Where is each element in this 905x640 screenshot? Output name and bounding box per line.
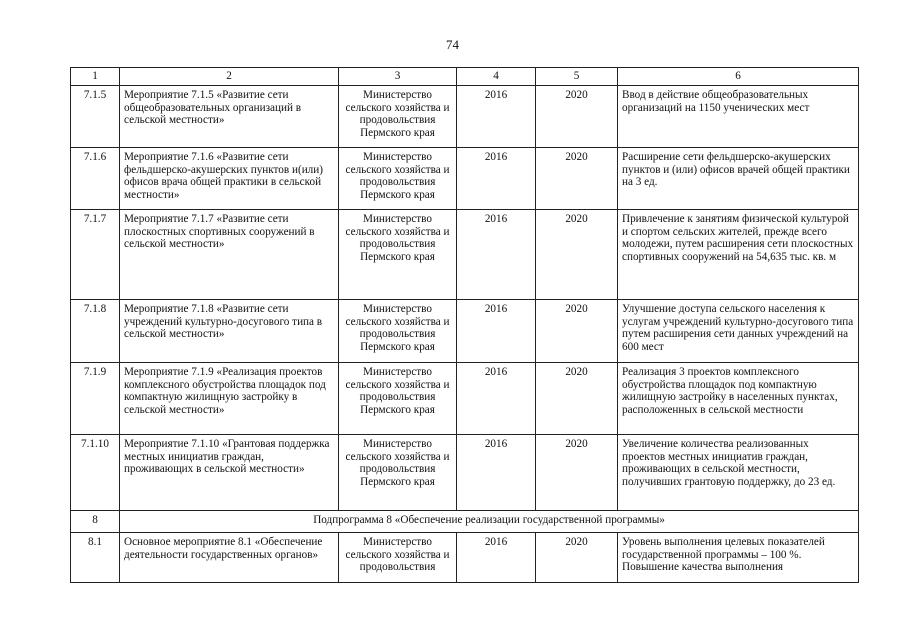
measure-cell: Мероприятие 7.1.7 «Развитие сети плоскостных спортивных сооружений в сельской местности» bbox=[120, 210, 339, 300]
row-code: 7.1.10 bbox=[71, 435, 120, 511]
start-year-cell: 2016 bbox=[457, 86, 536, 148]
executor-cell: Министерство сельского хозяйства и продовольствия bbox=[339, 533, 457, 583]
result-cell: Ввод в действие общеобразовательных организаций на 1150 ученических мест bbox=[618, 86, 859, 148]
header-row bbox=[71, 68, 859, 86]
measure-cell: Основное мероприятие 8.1 «Обеспечение деятельности государственных органов» bbox=[120, 533, 339, 583]
column-header: 5 bbox=[536, 68, 618, 86]
start-year-cell: 2016 bbox=[457, 533, 536, 583]
end-year-cell: 2020 bbox=[536, 148, 618, 210]
executor-cell: Министерство сельского хозяйства и продовольствия Пермского края bbox=[339, 363, 457, 435]
measure-cell: Мероприятие 7.1.9 «Реализация проектов комплексного обустройства площадок под компактную жилищную застройку в сельской местности» bbox=[120, 363, 339, 435]
end-year-cell: 2020 bbox=[536, 533, 618, 583]
start-year-cell: 2016 bbox=[457, 210, 536, 300]
start-year-cell: 2016 bbox=[457, 435, 536, 511]
result-cell: Увеличение количества реализованных проектов местных инициатив граждан, проживающих в сельской местности, получивших грантовую поддержку, до 23 ед. bbox=[618, 435, 859, 511]
result-cell: Привлечение к занятиям физической культурой и спортом сельских жителей, прежде всего молодежи, путем расширения сети плоскостных спортивных сооружений на 54,635 тыс. кв. м bbox=[618, 210, 859, 300]
table-row bbox=[71, 435, 859, 511]
end-year-cell: 2020 bbox=[536, 86, 618, 148]
table-row bbox=[71, 363, 859, 435]
column-header: 2 bbox=[120, 68, 339, 86]
measure-cell: Мероприятие 7.1.5 «Развитие сети общеобразовательных организаций в сельской местности» bbox=[120, 86, 339, 148]
subprogram-row bbox=[71, 511, 859, 533]
table-row bbox=[71, 533, 859, 583]
end-year-cell: 2020 bbox=[536, 363, 618, 435]
measure-cell: Мероприятие 7.1.6 «Развитие сети фельдшерско-акушерских пунктов и(или) офисов врача общей практики в сельской местности» bbox=[120, 148, 339, 210]
start-year-cell: 2016 bbox=[457, 300, 536, 363]
column-header: 6 bbox=[618, 68, 859, 86]
table-body bbox=[71, 68, 859, 583]
start-year-cell: 2016 bbox=[457, 148, 536, 210]
row-code: 8.1 bbox=[71, 533, 120, 583]
page-number: 74 bbox=[446, 37, 459, 52]
result-cell: Улучшение доступа сельского населения к услугам учреждений культурно-досугового типа путем расширения сети данных учреждений на 600 мест bbox=[618, 300, 859, 363]
measure-cell: Мероприятие 7.1.10 «Грантовая поддержка местных инициатив граждан, проживающих в сельской местности» bbox=[120, 435, 339, 511]
end-year-cell: 2020 bbox=[536, 210, 618, 300]
table-row bbox=[71, 300, 859, 363]
row-code: 7.1.8 bbox=[71, 300, 120, 363]
table-row bbox=[71, 86, 859, 148]
end-year-cell: 2020 bbox=[536, 300, 618, 363]
executor-cell: Министерство сельского хозяйства и продовольствия Пермского края bbox=[339, 148, 457, 210]
executor-cell: Министерство сельского хозяйства и продовольствия Пермского края bbox=[339, 435, 457, 511]
start-year-cell: 2016 bbox=[457, 363, 536, 435]
result-cell: Реализация 3 проектов комплексного обустройства площадок под компактную жилищную застройку в населенных пунктах, расположенных в сельской местности bbox=[618, 363, 859, 435]
subprogram-title: Подпрограмма 8 «Обеспечение реализации государственной программы» bbox=[120, 511, 859, 533]
table-row bbox=[71, 148, 859, 210]
end-year-cell: 2020 bbox=[536, 435, 618, 511]
column-header: 4 bbox=[457, 68, 536, 86]
row-code: 7.1.6 bbox=[71, 148, 120, 210]
column-header: 1 bbox=[71, 68, 120, 86]
row-code: 7.1.5 bbox=[71, 86, 120, 148]
result-cell: Расширение сети фельдшерско-акушерских пунктов и (или) офисов врачей общей практики на 3 ед. bbox=[618, 148, 859, 210]
result-cell: Уровень выполнения целевых показателей государственной программы – 100 %. Повышение качества выполнения bbox=[618, 533, 859, 583]
subprogram-code: 8 bbox=[71, 511, 120, 533]
executor-cell: Министерство сельского хозяйства и продовольствия Пермского края bbox=[339, 300, 457, 363]
row-code: 7.1.9 bbox=[71, 363, 120, 435]
measure-cell: Мероприятие 7.1.8 «Развитие сети учреждений культурно-досугового типа в сельской местности» bbox=[120, 300, 339, 363]
column-header: 3 bbox=[339, 68, 457, 86]
executor-cell: Министерство сельского хозяйства и продовольствия Пермского края bbox=[339, 86, 457, 148]
row-code: 7.1.7 bbox=[71, 210, 120, 300]
table-row bbox=[71, 210, 859, 300]
program-table bbox=[70, 67, 859, 583]
executor-cell: Министерство сельского хозяйства и продовольствия Пермского края bbox=[339, 210, 457, 300]
